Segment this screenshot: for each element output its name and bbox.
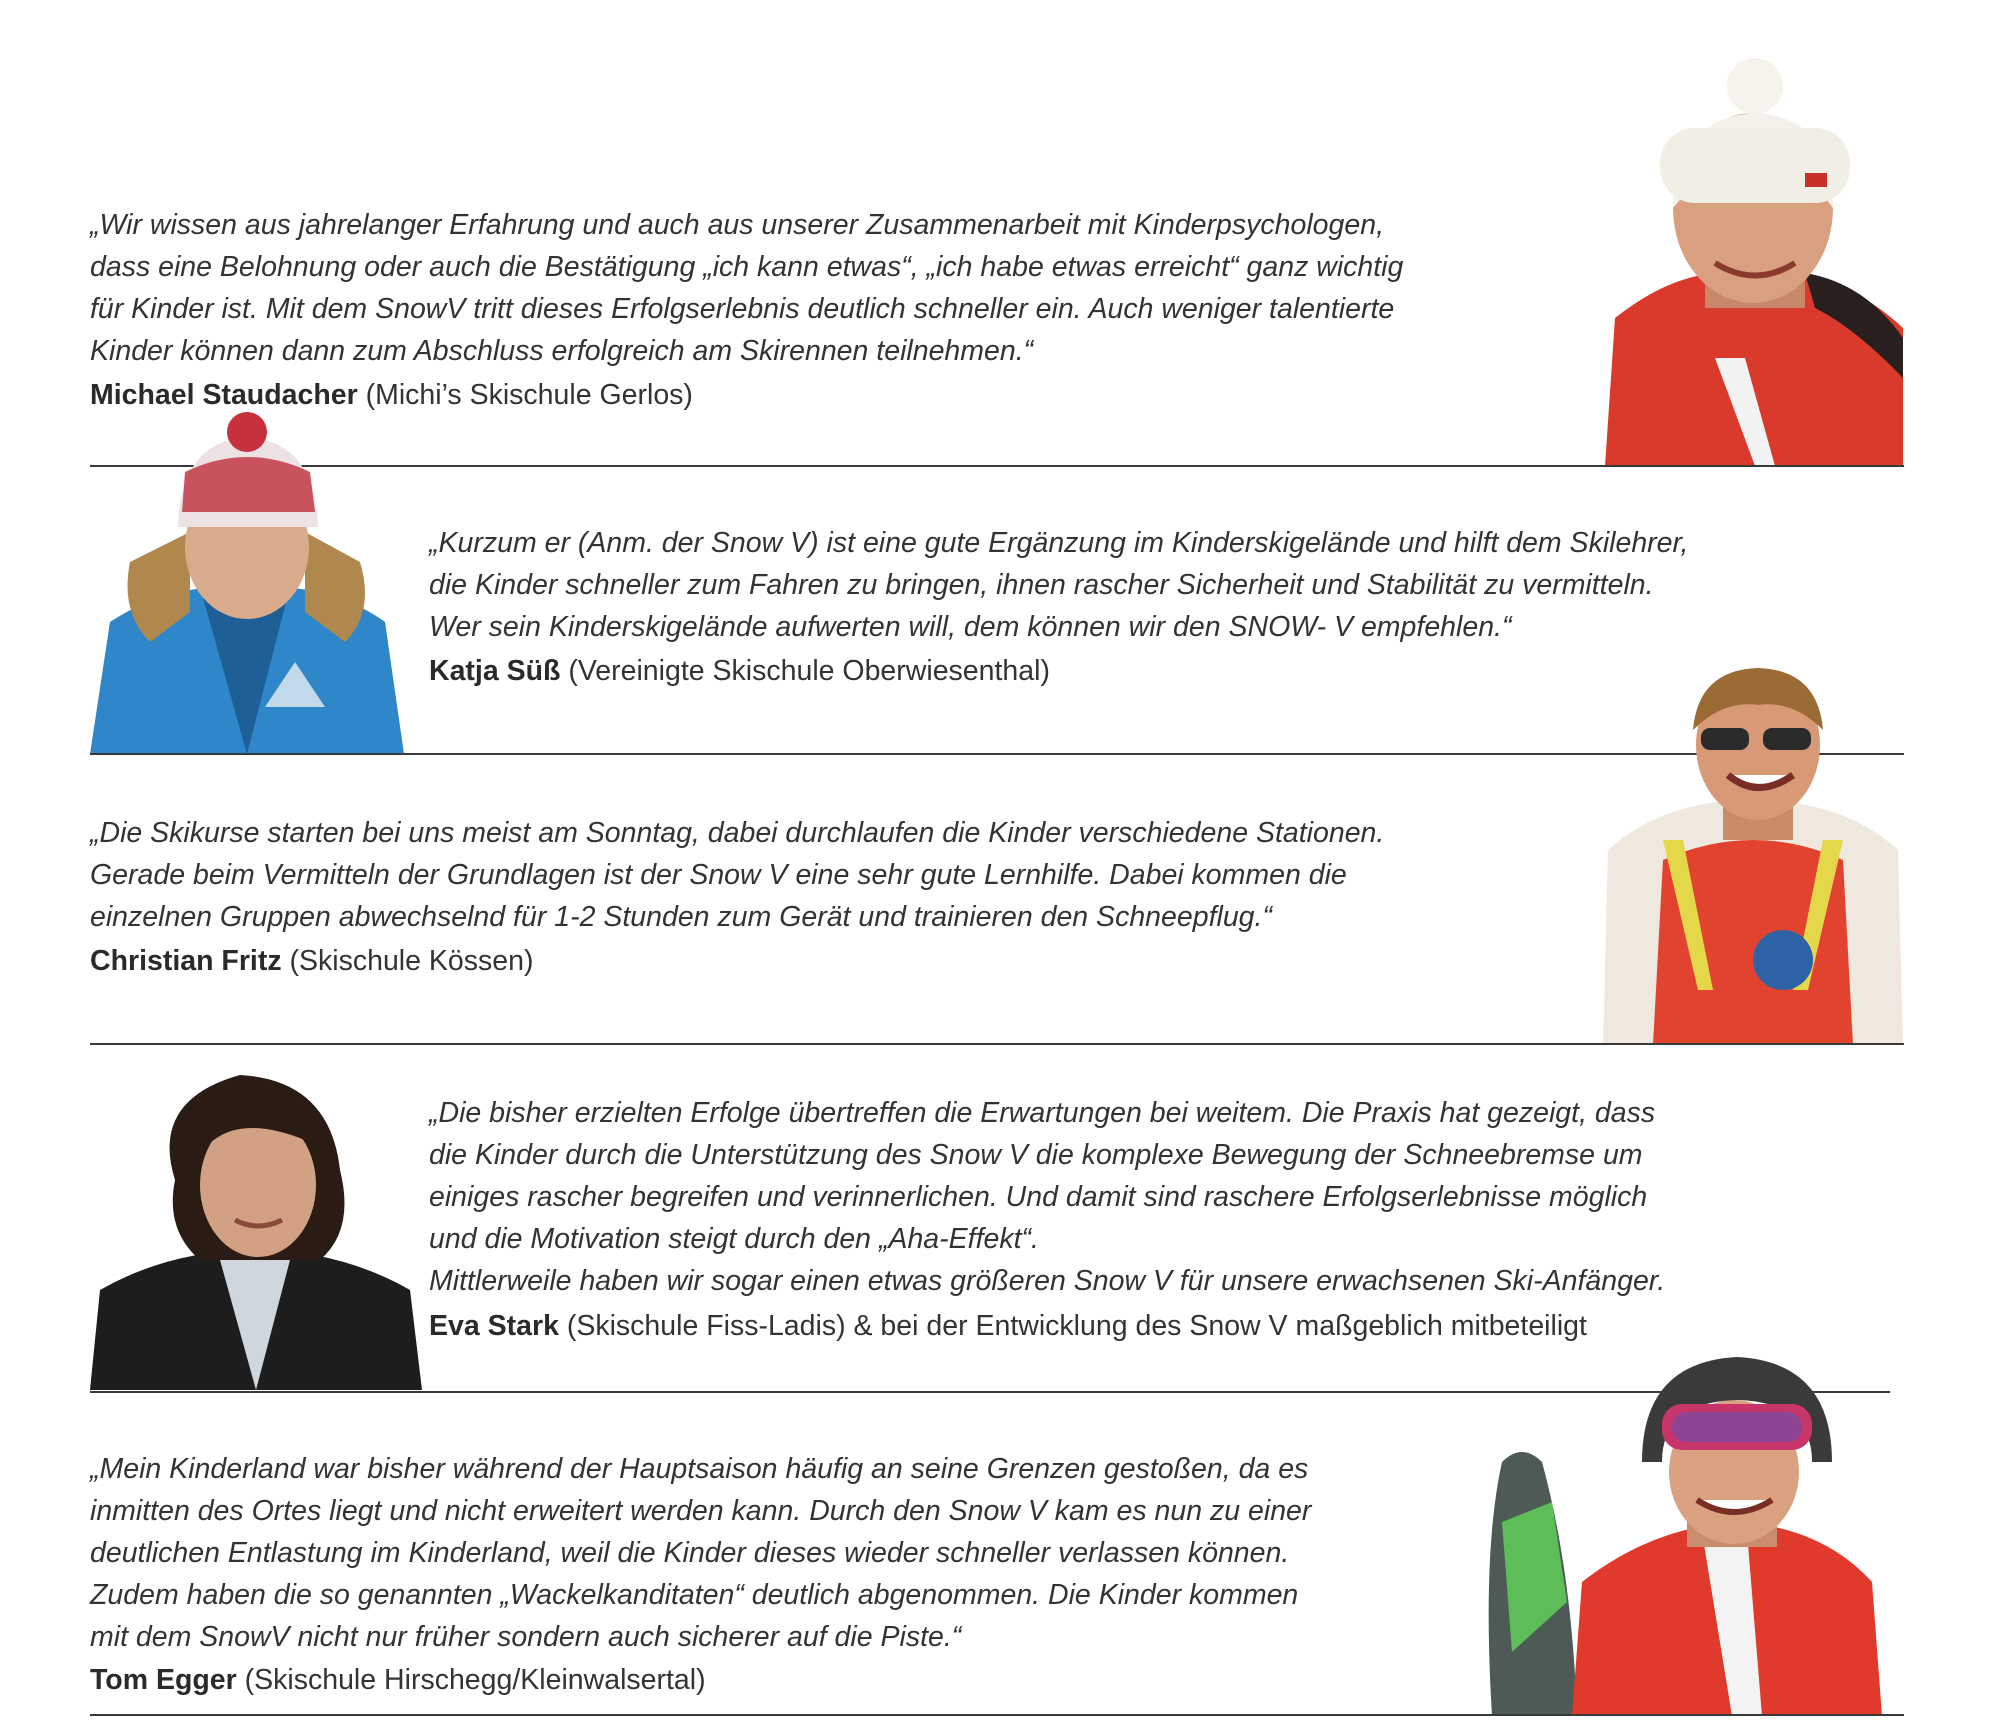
quote-line: Gerade beim Vermitteln der Grundlagen ist der Snow V eine sehr gute Lernhilfe. Dabei kommen die bbox=[90, 859, 1347, 891]
quote-line: Zudem haben die so genannten „Wackelkanditaten“ deutlich abgenommen. Die Kinder kommen bbox=[90, 1579, 1299, 1611]
person-name: Eva Stark bbox=[429, 1310, 559, 1342]
person-name: Christian Fritz bbox=[90, 945, 282, 977]
person-affiliation: (Skischule Kössen) bbox=[281, 945, 534, 977]
quote-line: deutlichen Entlastung im Kinderland, weil die Kinder dieses wieder schneller verlassen können. bbox=[90, 1537, 1290, 1569]
attribution-staudacher bbox=[90, 374, 693, 416]
quote-line: die Kinder schneller zum Fahren zu bringen, ihnen rascher Sicherheit und Stabilität zu vermitteln. bbox=[429, 569, 1654, 601]
quote-line: „Die Skikurse starten bei uns meist am Sonntag, dabei durchlaufen die Kinder verschiedene Stationen. bbox=[90, 817, 1385, 849]
photo-tom-egger bbox=[1472, 1352, 1904, 1716]
quote-line: die Kinder durch die Unterstützung des Snow V die komplexe Bewegung der Schneebremse um bbox=[429, 1139, 1643, 1171]
quote-line: mit dem SnowV nicht nur früher sondern auch sicherer auf die Piste.“ bbox=[90, 1621, 962, 1653]
person-affiliation: (Skischule Fiss-Ladis) & bei der Entwicklung des Snow V maßgeblich mitbeteiligt bbox=[558, 1310, 1587, 1342]
quote-stark bbox=[429, 1092, 1665, 1302]
quote-line: Mittlerweile haben wir sogar einen etwas größeren Snow V für unsere erwachsenen Ski-Anfänger. bbox=[429, 1265, 1666, 1297]
quote-line: dass eine Belohnung oder auch die Bestätigung „ich kann etwas“, „ich habe etwas erreicht“ ganz wichtig bbox=[90, 251, 1404, 283]
photo-michael-staudacher bbox=[1605, 58, 1903, 466]
divider bbox=[90, 1714, 1904, 1716]
quote-line: und die Motivation steigt durch den „Aha-Effekt“. bbox=[429, 1223, 1039, 1255]
quote-line: einzelnen Gruppen abwechselnd für 1-2 Stunden zum Gerät und trainieren den Schneepflug.“ bbox=[90, 901, 1272, 933]
quote-fritz bbox=[90, 812, 1384, 938]
attribution-stark bbox=[429, 1305, 1587, 1347]
quote-egger bbox=[90, 1448, 1311, 1658]
person-name: Michael Staudacher bbox=[90, 379, 358, 411]
attribution-fritz bbox=[90, 940, 533, 982]
attribution-suess bbox=[429, 650, 1050, 692]
photo-eva-stark bbox=[90, 1060, 422, 1390]
quote-line: einiges rascher begreifen und verinnerlichen. Und damit sind raschere Erfolgserlebnisse möglich bbox=[429, 1181, 1648, 1213]
quote-suess bbox=[429, 522, 1688, 648]
quote-staudacher bbox=[90, 204, 1403, 372]
divider bbox=[90, 1043, 1904, 1045]
photo-katja-suess bbox=[90, 412, 404, 754]
photo-christian-fritz bbox=[1603, 660, 1903, 1045]
quote-line: Wer sein Kinderskigelände aufwerten will, dem können wir den SNOW- V empfehlen.“ bbox=[429, 611, 1512, 643]
person-name: Katja Süß bbox=[429, 655, 561, 687]
attribution-egger bbox=[90, 1659, 706, 1701]
quote-line: „Mein Kinderland war bisher während der Hauptsaison häufig an seine Grenzen gestoßen, da es bbox=[90, 1453, 1309, 1485]
quote-line: Kinder können dann zum Abschluss erfolgreich am Skirennen teilnehmen.“ bbox=[90, 335, 1034, 367]
person-affiliation: (Michi’s Skischule Gerlos) bbox=[357, 379, 693, 411]
quote-line: „Wir wissen aus jahrelanger Erfahrung und auch aus unserer Zusammenarbeit mit Kinderpsychologen, bbox=[90, 209, 1384, 241]
quote-line: „Kurzum er (Anm. der Snow V) ist eine gute Ergänzung im Kinderskigelände und hilft dem Skilehrer, bbox=[429, 527, 1689, 559]
quote-line: inmitten des Ortes liegt und nicht erweitert werden kann. Durch den Snow V kam es nun zu einer bbox=[90, 1495, 1312, 1527]
quote-line: für Kinder ist. Mit dem SnowV tritt dieses Erfolgserlebnis deutlich schneller ein. Auch weniger talentierte bbox=[90, 293, 1395, 325]
person-affiliation: (Vereinigte Skischule Oberwiesenthal) bbox=[560, 655, 1050, 687]
person-affiliation: (Skischule Hirschegg/Kleinwalsertal) bbox=[236, 1664, 706, 1696]
person-name: Tom Egger bbox=[90, 1664, 237, 1696]
quote-line: „Die bisher erzielten Erfolge übertreffen die Erwartungen bei weitem. Die Praxis hat gezeigt, dass bbox=[429, 1097, 1656, 1129]
